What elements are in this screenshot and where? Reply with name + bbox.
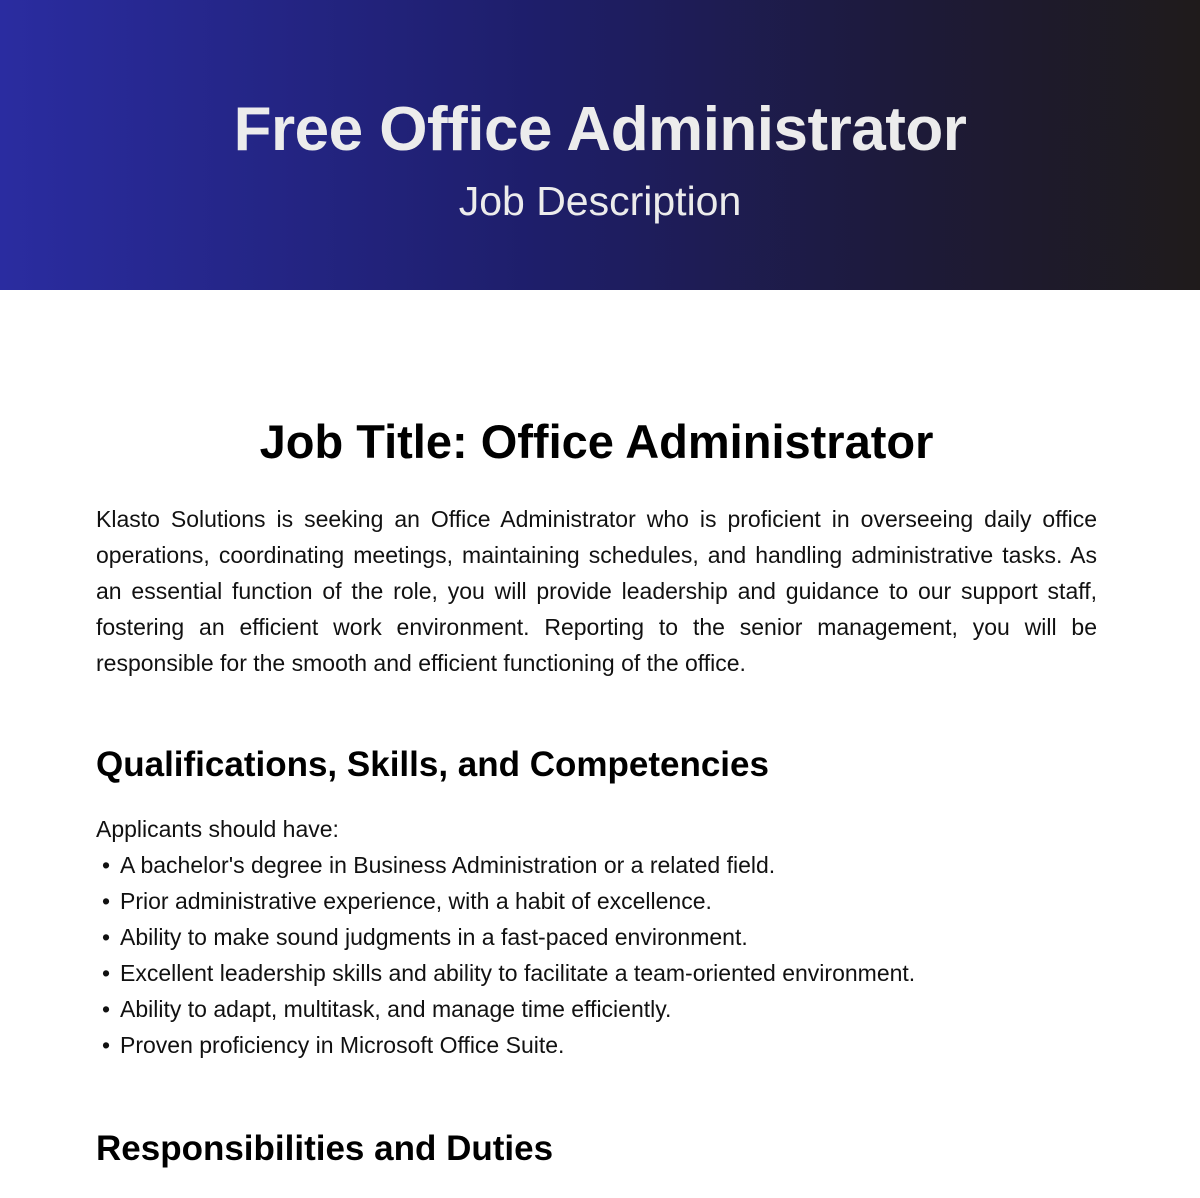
banner-subtitle: Job Description	[458, 178, 742, 224]
list-item	[96, 919, 1097, 955]
responsibilities-heading: Responsibilities and Duties	[96, 1129, 554, 1168]
bullet-icon: •	[102, 888, 111, 914]
document-body	[96, 410, 1097, 1173]
list-item	[96, 991, 1097, 1027]
list-item-text: Ability to make sound judgments in a fast-paced environment.	[120, 924, 748, 950]
header-banner	[0, 0, 1200, 290]
bullet-icon: •	[102, 960, 111, 986]
qualifications-list	[96, 847, 1097, 1063]
list-item	[96, 883, 1097, 919]
list-item-text: A bachelor's degree in Business Administration or a related field.	[120, 852, 776, 878]
list-item	[96, 1027, 1097, 1063]
list-item-text: Prior administrative experience, with a habit of excellence.	[120, 888, 712, 914]
list-item	[96, 955, 1097, 991]
list-item-text: Proven proficiency in Microsoft Office Suite.	[120, 1032, 565, 1058]
bullet-icon: •	[102, 996, 111, 1022]
intro-paragraph: Klasto Solutions is seeking an Office Administrator who is proficient in overseeing daily office operations, coordinating meetings, maintaining schedules, and handling administrative tasks. As an essential function of the role, you will provide leadership and guidance to our support staff, fostering an efficient work environment. Reporting to the senior management, you will be responsible for the smooth and efficient functioning of the office.	[96, 506, 1097, 676]
list-item-text: Ability to adapt, multitask, and manage time efficiently.	[120, 996, 672, 1022]
job-title-heading: Job Title: Office Administrator	[259, 415, 934, 468]
list-item-text: Excellent leadership skills and ability to facilitate a team-oriented environment.	[120, 960, 916, 986]
banner-title: Free Office Administrator	[233, 95, 967, 164]
qualifications-lead: Applicants should have:	[96, 816, 339, 842]
bullet-icon: •	[102, 1032, 111, 1058]
list-item	[96, 847, 1097, 883]
bullet-icon: •	[102, 924, 111, 950]
bullet-icon: •	[102, 852, 111, 878]
qualifications-heading: Qualifications, Skills, and Competencies	[96, 745, 769, 784]
